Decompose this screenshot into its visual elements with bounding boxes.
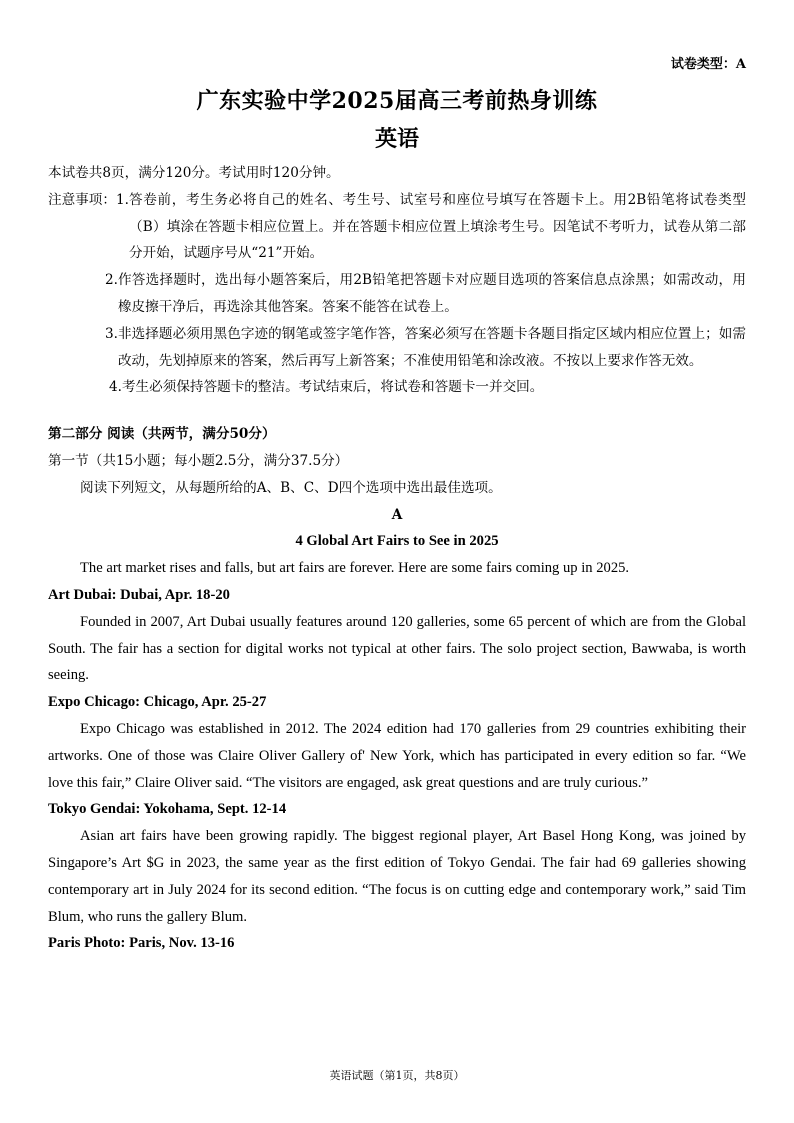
notice-label: 注意事项： (48, 191, 116, 208)
passage-label: A (391, 506, 403, 523)
notice-item-text: 答卷前，考生务必将自己的姓名、考生号、试室号和座位号填写在答题卡上。用2B铅笔将试卷类型（B）填涂在答题卡相应位置上。并在答题卡相应位置上填涂考生号。因笔试不考听力，试卷从第二部分开始，试题序号从“21”开始。 (128, 191, 746, 262)
notice-item-1 (116, 187, 746, 267)
notice-item-text: 考生必须保持答题卡的整洁。考试结束后，将试卷和答题卡一并交回。 (121, 379, 544, 396)
exam-title: 广东实验中学2025届高三考前热身训练 (196, 88, 598, 114)
notice-item-text: 非选择题必须用黑色字迹的钢笔或签字笔作答，答案必须写在答题卡各题目指定区域内相应位置上；如需改动，先划掉原来的答案，然后再写上新答案；不准使用铅笔和涂改液。不按以上要求作答无效。 (117, 325, 746, 369)
fair-heading-art-dubai: Art Dubai: Dubai, Apr. 18-20 (48, 586, 230, 603)
part2-heading: 第二部分 阅读（共两节，满分50分） (48, 426, 276, 443)
notice-item-number: 3. (104, 325, 118, 342)
notice-item-number: 2. (104, 272, 118, 289)
fair-text-expo-chicago: Expo Chicago was established in 2012. The 2024 edition had 170 galleries from 29 countries exhibiting their artworks. One of those was Claire Oliver Gallery of' New York, which has participated in every edition so far. “We love this fair,” Claire Oliver said. “The visitors are engaged, ask great questions and are truly curious.” (48, 720, 746, 791)
page-content (48, 160, 746, 957)
notice-item-3 (105, 321, 746, 375)
fair-heading-paris-photo: Paris Photo: Paris, Nov. 13-16 (48, 935, 235, 952)
reading-instruction: 阅读下列短文，从每题所给的A、B、C、D四个选项中选出最佳选项。 (80, 479, 502, 496)
notice-item-text: 作答选择题时，选出每小题答案后，用2B铅笔把答题卡对应题目选项的答案信息点涂黑；如需改动，用橡皮擦干净后，再选涂其他答案。答案不能答在试卷上。 (117, 272, 746, 315)
subject-title: 英语 (374, 126, 419, 152)
notice-block (48, 187, 746, 401)
notice-item-number: 4. (108, 379, 122, 396)
passage-intro: The art market rises and falls, but art fairs are forever. Here are some fairs coming up in 2025. (80, 560, 630, 577)
paper-type-label: 试卷类型：A (670, 57, 746, 72)
notice-item-number: 1. (115, 191, 129, 208)
section1-heading: 第一节（共15小题；每小题2.5分，满分37.5分） (48, 452, 349, 469)
notice-item-4 (109, 374, 746, 401)
fair-text-art-dubai: Founded in 2007, Art Dubai usually features around 120 galleries, some 65 percent of which are from the Global South. The fair has a section for digital works not typical at other fairs. The solo project section, Bawwaba, is worth seeing. (48, 613, 746, 684)
page-footer: 英语试题（第1页，共8页） (329, 1069, 465, 1082)
passage-title: 4 Global Art Fairs to See in 2025 (295, 533, 499, 550)
fair-heading-tokyo-gendai: Tokyo Gendai: Yokohama, Sept. 12-14 (48, 801, 287, 818)
section-gap (48, 401, 746, 421)
fair-heading-expo-chicago: Expo Chicago: Chicago, Apr. 25-27 (48, 694, 267, 711)
notice-list (104, 187, 746, 401)
fair-text-tokyo-gendai: Asian art fairs have been growing rapidly. The biggest regional player, Art Basel Hong Kong, was joined by Singapore’s Art $G in 2023, the same year as the first edition of Tokyo Gendai. The fair had 69 galleries showing contemporary art in July 2024 for its second edition. “The focus is on cutting edge and contemporary work,” said Tim Blum, who runs the gallery Blum. (48, 828, 746, 925)
exam-intro: 本试卷共8页，满分120分。考试用时120分钟。 (48, 165, 340, 181)
notice-item-2 (105, 267, 746, 321)
